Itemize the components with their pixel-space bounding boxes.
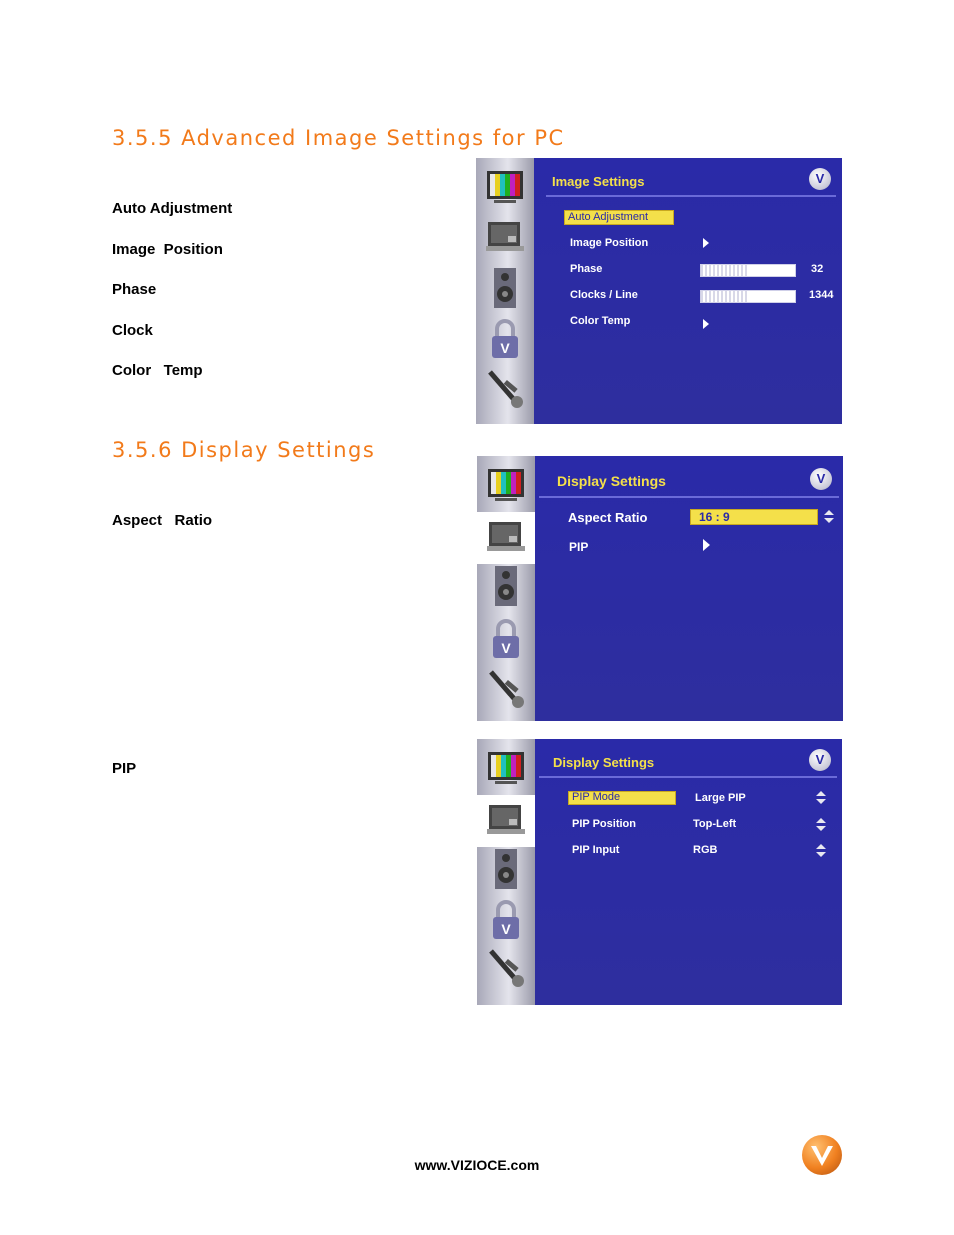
label-pip: PIP: [112, 760, 137, 777]
menu-item-pip-mode[interactable]: [568, 791, 676, 805]
menu-item-pip-input[interactable]: PIP Input: [572, 844, 620, 856]
phase-slider-fill: [701, 265, 748, 276]
osd-display-settings-aspect: [477, 456, 843, 721]
monitor-icon[interactable]: [485, 799, 527, 843]
osd-display-settings-pip: [477, 739, 842, 1005]
label-phase: Phase: [112, 281, 157, 298]
vizio-logo-icon: V: [809, 168, 831, 190]
vizio-logo-icon: V: [810, 468, 832, 490]
menu-item-phase[interactable]: Phase: [570, 263, 603, 275]
osd-divider: [539, 496, 839, 498]
monitor-icon[interactable]: [485, 516, 527, 560]
vizio-logo-icon: V: [809, 749, 831, 771]
updown-arrows-icon[interactable]: [816, 844, 826, 857]
osd-image-settings: [476, 158, 842, 424]
osd-divider: [539, 776, 837, 778]
menu-item-color-temp[interactable]: Color Temp: [570, 315, 631, 327]
wrench-icon[interactable]: [485, 666, 527, 710]
osd-sidebar: [477, 456, 535, 721]
clocks-slider-fill: [701, 291, 748, 302]
osd-title: Display Settings: [553, 755, 655, 770]
updown-arrows-icon[interactable]: [824, 510, 834, 523]
submenu-arrow-icon: [703, 238, 709, 248]
osd-sidebar: [476, 158, 534, 424]
aspect-ratio-value: 16 : 9: [699, 510, 730, 524]
section-heading-advanced-image: 3.5.5 Advanced Image Settings for PC: [112, 126, 565, 150]
wrench-icon[interactable]: [484, 366, 526, 410]
tv-color-bars-icon[interactable]: [484, 166, 526, 210]
tv-color-bars-icon[interactable]: [485, 464, 527, 508]
menu-item-clocks-line[interactable]: Clocks / Line: [570, 289, 638, 301]
osd-title: Image Settings: [552, 174, 645, 189]
label-image-position: Image Position: [112, 241, 223, 258]
aspect-ratio-select[interactable]: [690, 509, 818, 525]
tv-color-bars-icon[interactable]: [485, 747, 527, 791]
svg-text:V: V: [501, 640, 511, 656]
svg-text:V: V: [500, 340, 510, 356]
phase-slider[interactable]: [700, 264, 796, 277]
label-clock: Clock: [112, 322, 153, 339]
pip-mode-value: Large PIP: [695, 792, 746, 804]
svg-text:V: V: [501, 921, 511, 937]
submenu-arrow-icon: [703, 319, 709, 329]
osd-title: Display Settings: [557, 473, 666, 489]
speaker-icon[interactable]: [484, 266, 526, 310]
osd-divider: [546, 195, 836, 197]
menu-item-pip-position[interactable]: PIP Position: [572, 818, 636, 830]
menu-item-label: PIP Mode: [572, 791, 621, 803]
speaker-icon[interactable]: [485, 847, 527, 891]
footer-url[interactable]: www.VIZIOCE.com: [414, 1157, 540, 1173]
menu-item-image-position[interactable]: Image Position: [570, 237, 649, 249]
label-aspect-ratio: Aspect Ratio: [112, 512, 213, 529]
lock-icon[interactable]: [484, 316, 526, 360]
menu-item-aspect-ratio[interactable]: Aspect Ratio: [568, 510, 648, 525]
label-auto-adjustment: Auto Adjustment: [112, 200, 233, 217]
phase-value: 32: [811, 263, 824, 275]
menu-item-auto-adjustment[interactable]: [564, 210, 674, 225]
section-heading-display-settings: 3.5.6 Display Settings: [112, 438, 376, 462]
monitor-icon[interactable]: [484, 216, 526, 260]
lock-icon[interactable]: [485, 616, 527, 660]
submenu-arrow-icon: [703, 539, 710, 551]
clocks-slider[interactable]: [700, 290, 796, 303]
pip-input-value: RGB: [693, 844, 718, 856]
menu-item-pip[interactable]: PIP: [569, 540, 589, 554]
osd-sidebar: [477, 739, 535, 1005]
clocks-value: 1344: [809, 289, 834, 301]
label-color-temp: Color Temp: [112, 362, 203, 379]
speaker-icon[interactable]: [485, 564, 527, 608]
wrench-icon[interactable]: [485, 945, 527, 989]
vizio-brand-icon: [802, 1135, 842, 1175]
lock-icon[interactable]: [485, 897, 527, 941]
menu-item-label: Auto Adjustment: [568, 211, 649, 223]
pip-position-value: Top-Left: [693, 818, 737, 830]
updown-arrows-icon[interactable]: [816, 818, 826, 831]
updown-arrows-icon[interactable]: [816, 791, 826, 804]
